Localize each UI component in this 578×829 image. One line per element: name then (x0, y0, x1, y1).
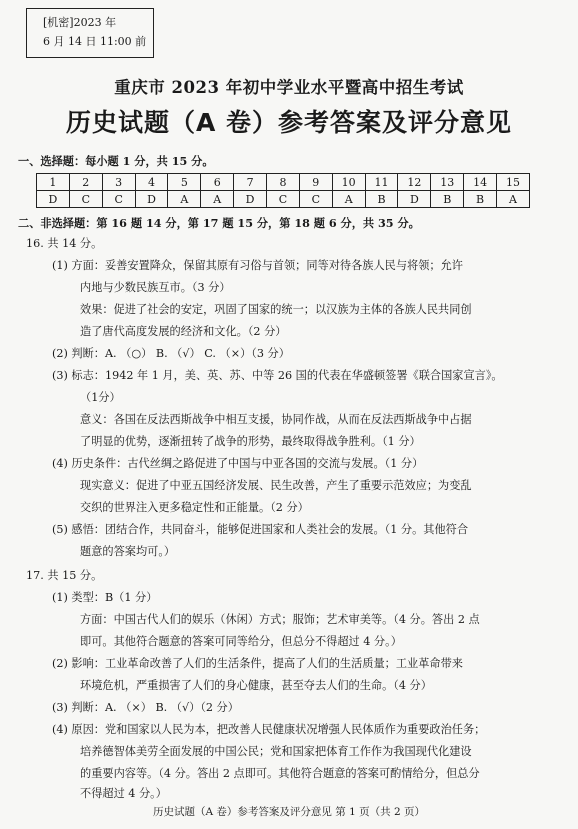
q17-line: 环境危机，严重损害了人们的身心健康，甚至夺去人们的生命。（4 分） (80, 679, 432, 692)
q17-line: (4) 原因：党和国家以人民为本，把改善人民健康状况增强人民体质作为重要政治任务； (52, 723, 486, 736)
table-cell: 2 (69, 174, 102, 191)
table-cell: 15 (497, 174, 530, 191)
stamp-line-1: [机密]2023 年 (43, 16, 117, 29)
stamp-line-2: 6 月 14 日 11:00 前 (43, 35, 147, 48)
q17-line: (3) 判断：A. （×） B. （√）（2 分） (52, 701, 239, 714)
question-number-row (37, 174, 530, 191)
table-cell: 8 (267, 174, 300, 191)
q16-line: （1分） (80, 391, 121, 404)
table-cell: D (135, 191, 168, 208)
section2-heading: 二、非选择题：第 16 题 14 分，第 17 题 15 分，第 18 题 6 分，共 35 分。 (18, 216, 420, 230)
table-cell: A (201, 191, 234, 208)
answer-table (36, 173, 530, 208)
q16-line: (3) 标志：1942 年 1 月，美、英、苏、中等 26 国的代表在华盛顿签署《联合国家宣言》。 (52, 369, 503, 382)
q16-line: 交织的世界注入更多稳定性和正能量。（2 分） (80, 501, 309, 514)
table-cell: 4 (135, 174, 168, 191)
table-cell: 3 (102, 174, 135, 191)
exam-title: 重庆市 2023 年初中学业水平暨高中招生考试 (114, 78, 464, 97)
q16-line: (5) 感悟：团结合作，共同奋斗，能够促进国家和人类社会的发展。（1 分。其他符合 (52, 523, 469, 536)
q16-line: (2) 判断：A. （○） B. （√） C. （×）（3 分） (52, 347, 290, 360)
table-cell: C (299, 191, 332, 208)
table-cell: 5 (168, 174, 201, 191)
table-cell: C (267, 191, 300, 208)
section1-heading: 一、选择题：每小题 1 分，共 15 分。 (18, 154, 214, 168)
q16-line: (4) 历史条件：古代丝绸之路促进了中国与中亚各国的交流与发展。（1 分） (52, 457, 424, 470)
table-cell: A (168, 191, 201, 208)
q17-line: 不得超过 4 分。） (80, 787, 167, 800)
q17-line: 培养德智体美劳全面发展的中国公民；党和国家把体育工作作为我国现代化建设 (80, 745, 472, 758)
table-cell: 10 (332, 174, 365, 191)
q16-line: 造了唐代高度发展的经济和文化。（2 分） (80, 325, 287, 338)
table-cell: C (102, 191, 135, 208)
q16-line: 现实意义：促进了中亚五国经济发展、民生改善，产生了重要示范效应；为变乱 (80, 479, 472, 492)
q17-line: 即可。其他符合题意的答案可同等给分，但总分不得超过 4 分。） (80, 635, 402, 648)
table-cell: D (37, 191, 70, 208)
table-cell: 14 (464, 174, 497, 191)
q16-line: 意义：各国在反法西斯战争中相互支援，协同作战，从而在反法西斯战争中占据 (80, 413, 472, 426)
table-cell: D (398, 191, 431, 208)
q17-heading: 17. 共 15 分。 (26, 569, 103, 582)
q16-heading: 16. 共 14 分。 (26, 237, 103, 250)
page-footer: 历史试题（A 卷）参考答案及评分意见 第 1 页（共 2 页） (153, 806, 425, 818)
table-cell: A (497, 191, 530, 208)
table-cell: D (234, 191, 267, 208)
table-cell: 7 (234, 174, 267, 191)
table-cell: B (464, 191, 497, 208)
confidential-stamp (26, 8, 154, 58)
q16-line: 效果：促进了社会的安定，巩固了国家的统一；以汉族为主体的各族人民共同创 (80, 303, 472, 316)
document-title: 历史试题（A 卷）参考答案及评分意见 (65, 108, 513, 137)
answer-row (37, 191, 530, 208)
q16-line: 题意的答案均可。） (80, 545, 176, 558)
table-cell: B (431, 191, 464, 208)
q16-line: 了明显的优势，逐渐扭转了战争的形势，最终取得战争胜利。（1 分） (80, 435, 421, 448)
table-cell: B (365, 191, 398, 208)
q17-line: (1) 类型：B（1 分） (52, 591, 158, 604)
table-cell: 11 (365, 174, 398, 191)
q17-line: 方面：中国古代人们的娱乐（休闲）方式；服饰；艺术审美等。（4 分。答出 2 点 (80, 613, 480, 626)
q16-line: (1) 方面：妥善安置降众，保留其原有习俗与首领；同等对待各族人民与将领；允许 (52, 259, 463, 272)
table-cell: 1 (37, 174, 70, 191)
q17-line: 的重要内容等。（4 分。答出 2 点即可。其他符合题意的答案可酌情给分，但总分 (80, 767, 480, 780)
q17-line: (2) 影响：工业革命改善了人们的生活条件，提高了人们的生活质量；工业革命带来 (52, 657, 463, 670)
table-cell: 13 (431, 174, 464, 191)
q16-line: 内地与少数民族互市。（3 分） (80, 281, 231, 294)
table-cell: A (332, 191, 365, 208)
table-cell: 12 (398, 174, 431, 191)
table-cell: 6 (201, 174, 234, 191)
table-cell: 9 (299, 174, 332, 191)
table-cell: C (69, 191, 102, 208)
